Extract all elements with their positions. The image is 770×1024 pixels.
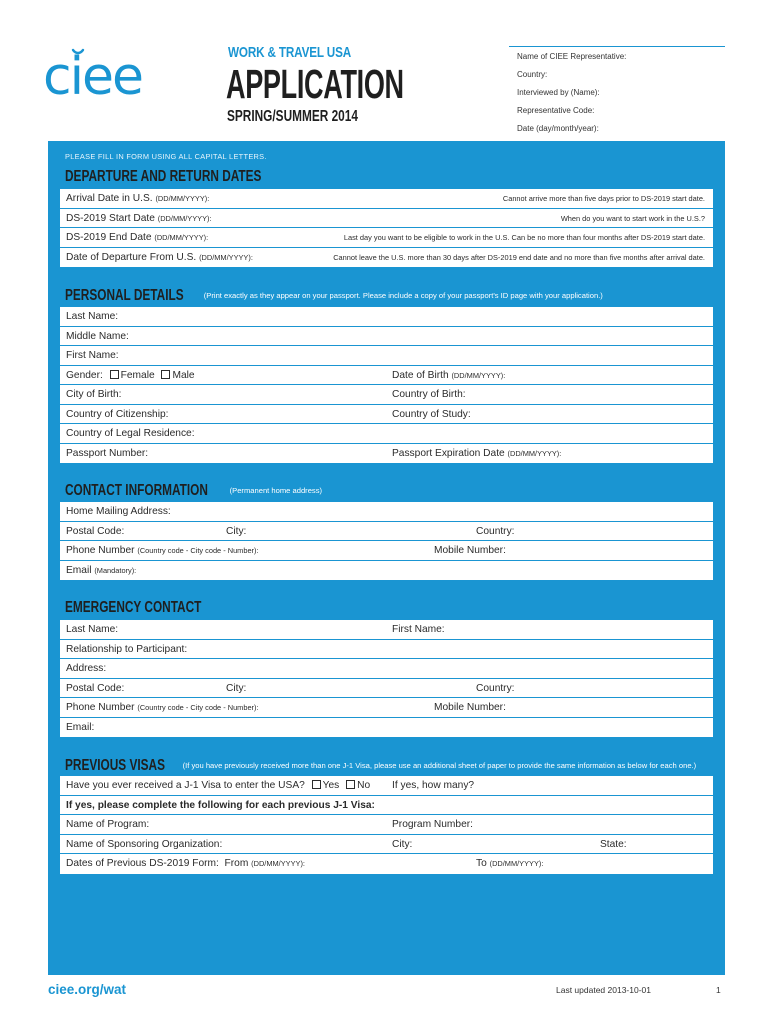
- departure-date-field[interactable]: Date of Departure From U.S. (DD/MM/YYYY): Cannot leave the U.S. more than 30 days after DS-2019 end date and no more than five months after arrival date.: [60, 248, 713, 268]
- female-checkbox[interactable]: [110, 370, 119, 379]
- yes-checkbox[interactable]: [312, 780, 321, 789]
- emergency-location-row: [60, 679, 713, 699]
- middle-name-field[interactable]: Middle Name:: [60, 327, 713, 347]
- page-title: APPLICATION: [226, 61, 404, 107]
- emergency-first-name-field[interactable]: First Name:: [392, 624, 445, 635]
- sponsor-row: [60, 835, 713, 855]
- contact-phone-row: [60, 541, 713, 561]
- j1-question-row: Have you ever received a J-1 Visa to enter the USA? Yes No If yes, how many?: [60, 776, 713, 796]
- departure-section-title: DEPARTURE AND RETURN DATES: [65, 168, 262, 185]
- gender-dob-row: Gender: Female Male Date of Birth (DD/MM/YYYY):: [60, 366, 713, 386]
- male-checkbox[interactable]: [161, 370, 170, 379]
- season-label: SPRING/SUMMER 2014: [227, 108, 358, 125]
- citizenship-row: [60, 405, 713, 425]
- start-hint: When do you want to start work in the U.S.?: [560, 213, 705, 223]
- arrival-hint: Cannot arrive more than five days prior to DS-2019 start date.: [502, 194, 705, 203]
- program-name-field[interactable]: Name of Program:: [66, 819, 150, 830]
- sponsor-field[interactable]: Name of Sponsoring Organization:: [66, 838, 223, 850]
- program-row: [60, 815, 713, 835]
- end-hint: Last day you want to be eligible to work in the U.S. Can be no more than four months after DS-2019 start date.: [343, 233, 705, 242]
- country-of-study-field[interactable]: Country of Study:: [392, 408, 471, 420]
- personal-rows: [60, 307, 713, 463]
- page-number: 1: [716, 985, 721, 995]
- ds2019-start-field[interactable]: DS-2019 Start Date (DD/MM/YYYY): When do you want to start work in the U.S.?: [60, 209, 713, 229]
- contact-location-row: [60, 522, 713, 542]
- residence-field[interactable]: Country of Legal Residence:: [60, 424, 713, 444]
- departure-rows: [60, 189, 713, 267]
- sponsor-city-field[interactable]: City:: [392, 838, 413, 850]
- rep-date-field[interactable]: Date (day/month/year):: [517, 124, 599, 133]
- rep-name-field[interactable]: Name of CIEE Representative:: [517, 52, 627, 61]
- representative-rule: [509, 46, 725, 47]
- contact-section-title: CONTACT INFORMATION $^{(Permanent home address)}$: [65, 482, 323, 499]
- emergency-section-title: EMERGENCY CONTACT: [65, 599, 202, 616]
- emergency-postal-field[interactable]: Postal Code:: [66, 682, 125, 694]
- emergency-country-field[interactable]: Country:: [476, 682, 515, 694]
- visa-to-field[interactable]: To (DD/MM/YYYY):: [476, 858, 544, 869]
- emergency-city-field[interactable]: City:: [226, 682, 247, 694]
- emergency-last-name-field[interactable]: Last Name:: [66, 624, 119, 635]
- program-number-field[interactable]: Program Number:: [392, 819, 473, 830]
- sponsor-state-field[interactable]: State:: [600, 838, 627, 850]
- visas-rows: [60, 776, 713, 874]
- city-of-birth-field[interactable]: City of Birth:: [66, 389, 122, 400]
- mobile-field[interactable]: Mobile Number:: [434, 545, 506, 556]
- home-address-field[interactable]: Home Mailing Address:: [60, 502, 713, 522]
- phone-field[interactable]: Phone Number (Country code - City code - Number):: [66, 545, 259, 556]
- emergency-rows: [60, 620, 713, 737]
- emergency-email-field[interactable]: Email:: [66, 721, 95, 733]
- visa-dates-row: [60, 854, 713, 874]
- no-checkbox[interactable]: [346, 780, 355, 789]
- emergency-address-field[interactable]: Address:: [60, 659, 713, 679]
- postal-code-field[interactable]: Postal Code:: [66, 525, 125, 537]
- emergency-phone-row: [60, 698, 713, 718]
- last-updated: Last updated 2013-10-01: [556, 985, 651, 995]
- country-of-birth-field[interactable]: Country of Birth:: [392, 389, 466, 400]
- rep-interviewer-field[interactable]: Interviewed by (Name):: [517, 88, 600, 97]
- citizenship-field[interactable]: Country of Citizenship:: [66, 408, 169, 420]
- emergency-phone-field[interactable]: Phone Number (Country code - City code - Number):: [66, 702, 259, 713]
- visa-from-field[interactable]: Dates of Previous DS-2019 Form: From (DD/MM/YYYY):: [66, 858, 305, 869]
- city-field[interactable]: City:: [226, 525, 247, 537]
- program-kicker: WORK & TRAVEL USA: [228, 44, 352, 61]
- arrival-date-field[interactable]: Arrival Date in U.S. (DD/MM/YYYY): Cannot arrive more than five days prior to DS-2019 start date.: [60, 189, 713, 209]
- visa-instruction: If yes, please complete the following for each previous J-1 Visa:: [60, 796, 713, 816]
- relationship-field[interactable]: Relationship to Participant:: [60, 640, 713, 660]
- visas-section-title: PREVIOUS VISAS $^{(If you have previously received more than one J-1 Visa, please use an additional sheet of paper to provide the same information as below for each one.)}$: [65, 757, 697, 774]
- emergency-mobile-field[interactable]: Mobile Number:: [434, 702, 506, 713]
- emergency-name-row: [60, 620, 713, 640]
- capital-letters-note: PLEASE FILL IN FORM USING ALL CAPITAL LETTERS.: [65, 152, 267, 161]
- svg-text:ciee: ciee: [43, 47, 143, 102]
- ds2019-end-field[interactable]: DS-2019 End Date (DD/MM/YYYY): Last day you want to be eligible to work in the U.S. Can be no more than four months after DS-2019 start date.: [60, 228, 713, 248]
- first-name-field[interactable]: First Name:: [60, 346, 713, 366]
- passport-number-field[interactable]: Passport Number:: [66, 447, 149, 459]
- personal-section-title: PERSONAL DETAILS $^{(Print exactly as they appear on your passport. Please include a copy of your passport's ID page with your application.)}$: [65, 287, 603, 304]
- footer-link[interactable]: ciee.org/wat: [48, 982, 127, 997]
- dob-field[interactable]: Date of Birth (DD/MM/YYYY):: [392, 369, 506, 381]
- rep-code-field[interactable]: Representative Code:: [517, 106, 595, 115]
- last-name-field[interactable]: Last Name:: [60, 307, 713, 327]
- rep-country-field[interactable]: Country:: [517, 70, 548, 79]
- country-field[interactable]: Country:: [476, 525, 515, 537]
- passport-expiration-field[interactable]: Passport Expiration Date (DD/MM/YYYY):: [392, 447, 562, 459]
- how-many-field[interactable]: If yes, how many?: [392, 780, 475, 791]
- contact-rows: [60, 502, 713, 580]
- departure-hint: Cannot leave the U.S. more than 30 days after DS-2019 end date and no more than five months after arrival date.: [333, 252, 705, 262]
- email-field[interactable]: Email (Mandatory):: [66, 564, 137, 576]
- ciee-logo: [43, 46, 163, 102]
- passport-row: [60, 444, 713, 464]
- birth-row: [60, 385, 713, 405]
